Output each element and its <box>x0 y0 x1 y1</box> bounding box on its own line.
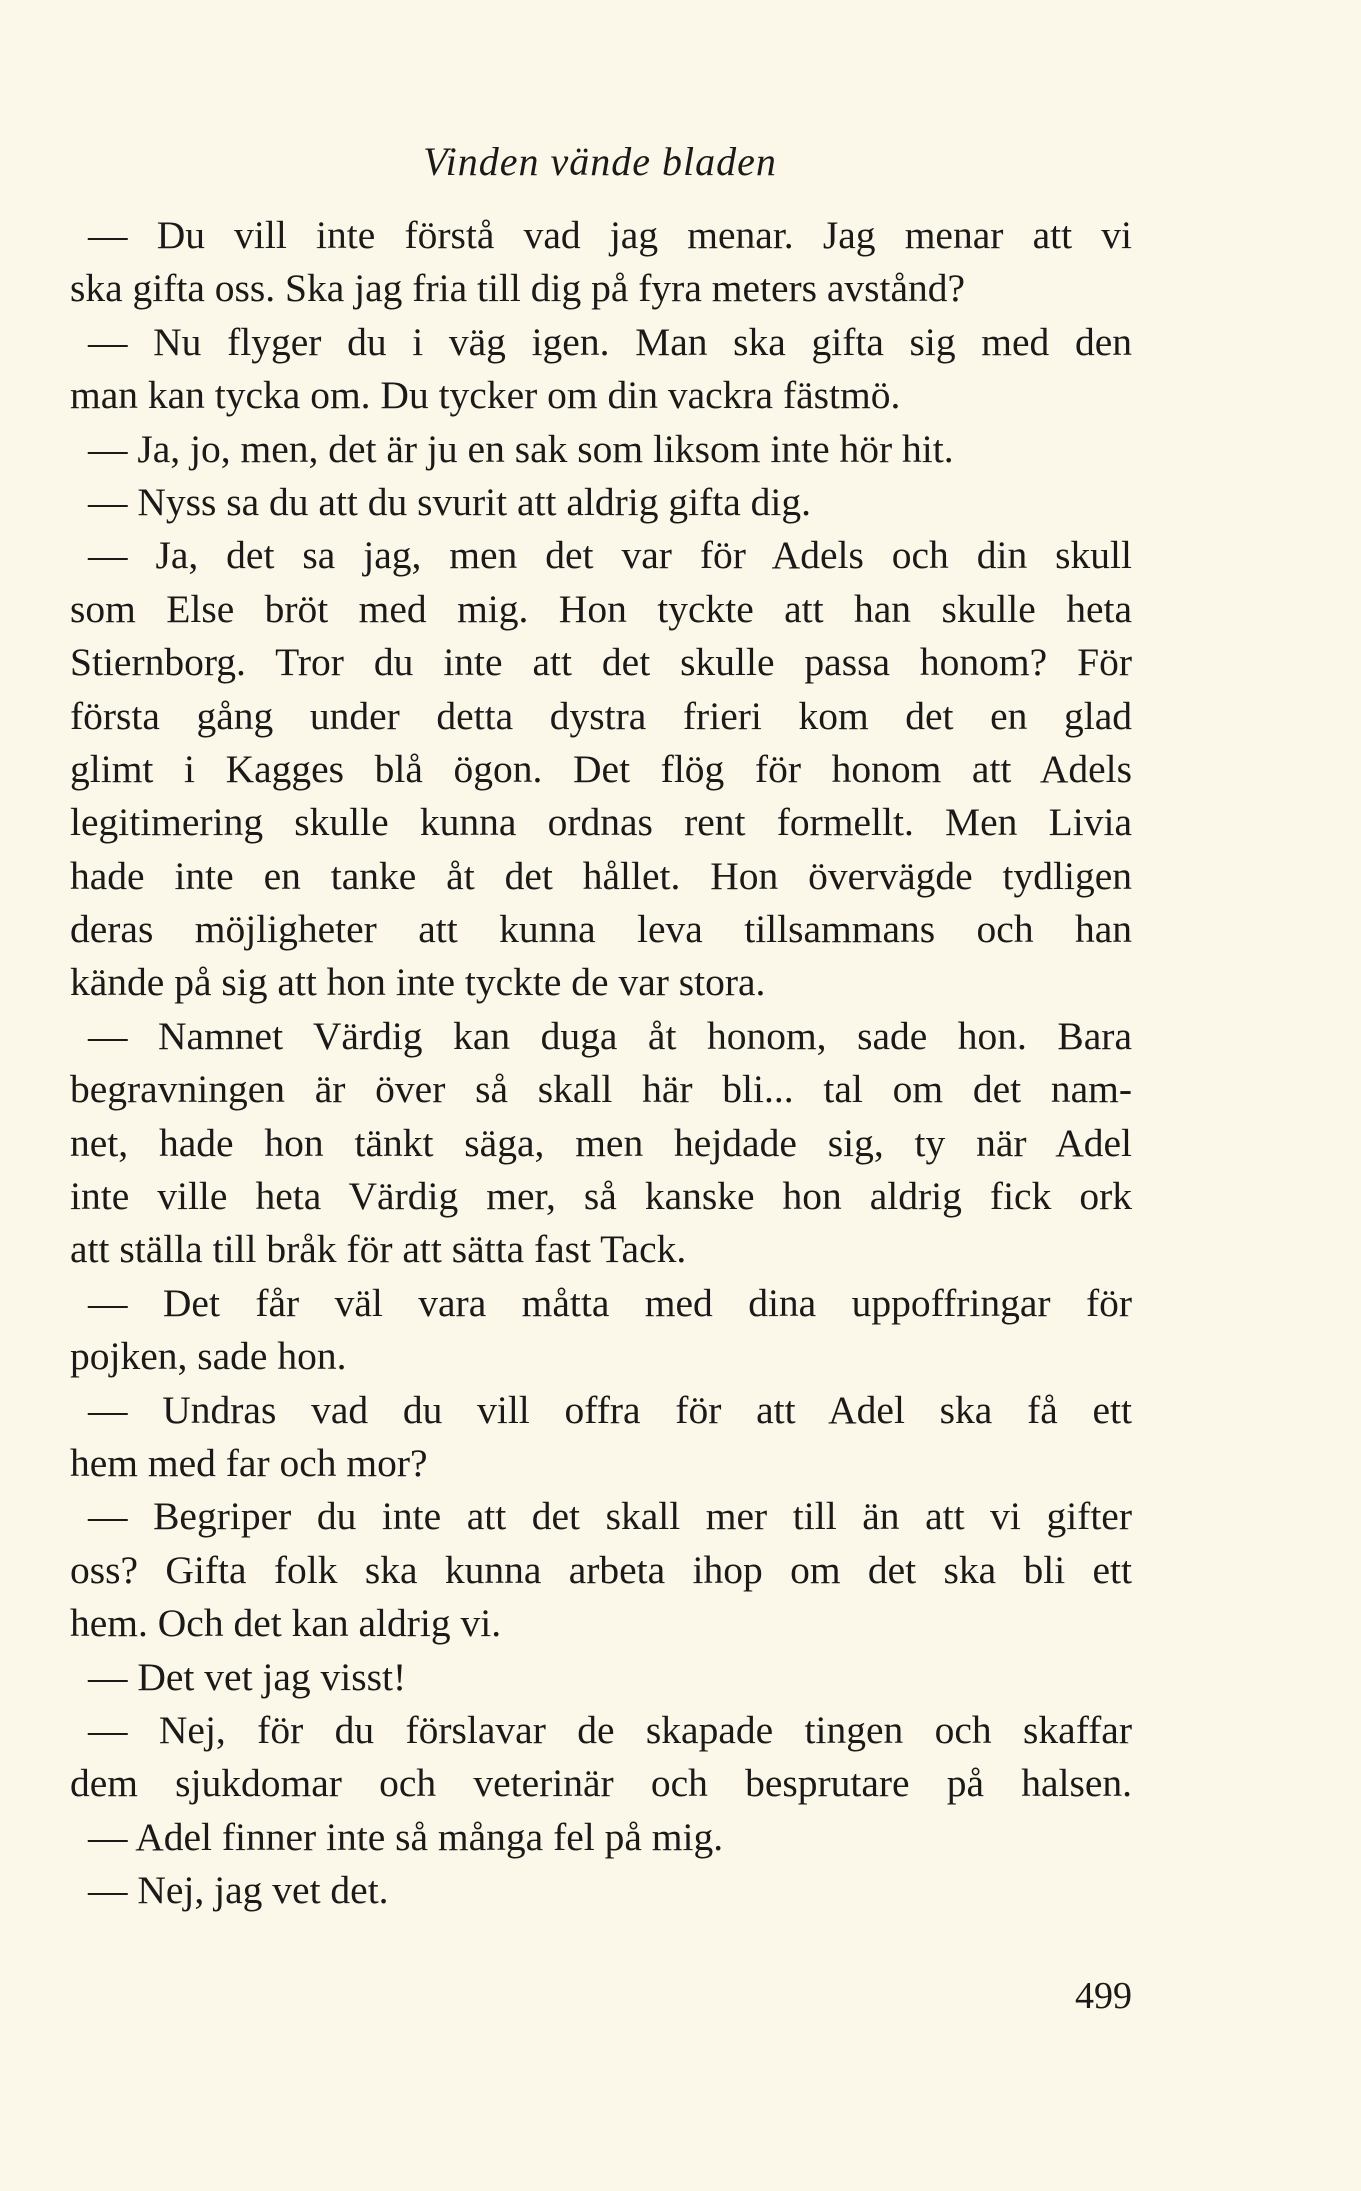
text-line: begravningen är över så skall här bli... tal om det nam- <box>70 1067 1132 1112</box>
text-line: man kan tycka om. Du tycker om din vackra fästmö. <box>70 373 901 418</box>
text-line: oss? Gifta folk ska kunna arbeta ihop om det ska bli ett <box>70 1547 1132 1592</box>
body-text <box>70 209 1132 1918</box>
page-number: 499 <box>1075 1975 1132 2017</box>
text-line: glimt i Kagges blå ögon. Det flög för honom att Adels <box>70 746 1132 791</box>
text-line: — Nej, jag vet det. <box>88 1868 389 1913</box>
text-line: — Ja, jo, men, det är ju en sak som liksom inte hör hit. <box>88 426 954 471</box>
text-line: kände på sig att hon inte tyckte de var stora. <box>70 960 766 1005</box>
text-line: net, hade hon tänkt säga, men hejdade sig, ty när Adel <box>70 1120 1132 1165</box>
text-line: hade inte en tanke åt det hållet. Hon övervägde tydligen <box>70 853 1132 898</box>
text-line: deras möjligheter att kunna leva tillsammans och han <box>70 907 1132 952</box>
text-line: legitimering skulle kunna ordnas rent formellt. Men Livia <box>70 800 1132 845</box>
text-line: dem sjukdomar och veterinär och besprutare på halsen. <box>70 1761 1132 1806</box>
text-line: — Namnet Värdig kan duga åt honom, sade hon. Bara <box>88 1013 1132 1058</box>
text-line: — Begriper du inte att det skall mer till än att vi gifter <box>88 1494 1132 1539</box>
text-line: ska gifta oss. Ska jag fria till dig på fyra meters avstånd? <box>70 266 966 311</box>
running-head: Vinden vände bladen <box>423 139 777 184</box>
text-line: — Ja, det sa jag, men det var för Adels och din skull <box>88 533 1132 578</box>
text-line: — Nej, för du förslavar de skapade tingen och skaffar <box>88 1707 1132 1752</box>
text-line: hem med far och mor? <box>70 1440 428 1485</box>
text-line: att ställa till bråk för att sätta fast Tack. <box>70 1227 687 1272</box>
text-line: pojken, sade hon. <box>70 1334 347 1379</box>
text-line: hem. Och det kan aldrig vi. <box>70 1601 502 1646</box>
text-line: — Det vet jag visst! <box>88 1654 407 1699</box>
text-line: — Nyss sa du att du svurit att aldrig gifta dig. <box>88 479 811 524</box>
text-line: — Det får väl vara måtta med dina uppoffringar för <box>88 1280 1132 1325</box>
text-line: inte ville heta Värdig mer, så kanske hon aldrig fick ork <box>70 1174 1132 1219</box>
text-line: första gång under detta dystra frieri kom det en glad <box>70 693 1132 738</box>
text-line: — Undras vad du vill offra för att Adel ska få ett <box>88 1387 1132 1432</box>
text-line: — Du vill inte förstå vad jag menar. Jag menar att vi <box>88 213 1132 257</box>
text-line: — Nu flyger du i väg igen. Man ska gifta sig med den <box>88 319 1132 364</box>
text-line: Stiernborg. Tror du inte att det skulle passa honom? För <box>70 640 1132 685</box>
text-line: som Else bröt med mig. Hon tyckte att han skulle heta <box>70 586 1132 631</box>
text-line: — Adel finner inte så många fel på mig. <box>88 1814 724 1859</box>
